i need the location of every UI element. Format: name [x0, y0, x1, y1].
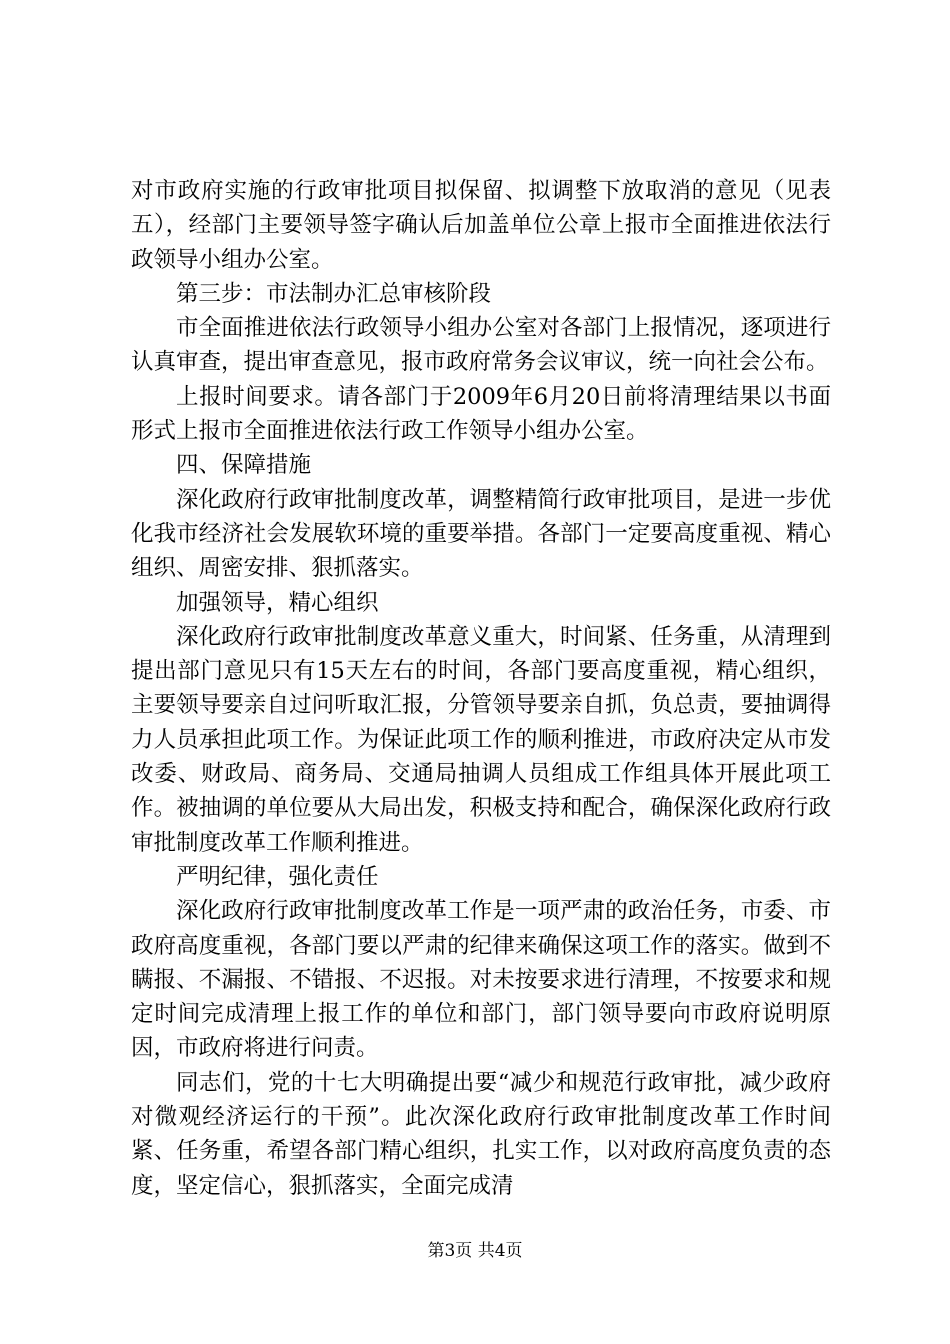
paragraph-10: 深化政府行政审批制度改革工作是一项严肃的政治任务，市委、市政府高度重视，各部门要以严肃的纪律来确保这项工作的落实。做到不瞒报、不漏报、不错报、不迟报。对未按要求进行清理，不按要求和规定时间完成清理上报工作的单位和部门，部门领导要向市政府说明原因，市政府将进行问责。: [131, 898, 831, 1062]
paragraph-4-deadline: 上报时间要求。请各部门于2009年6月20日前将清理结果以书面形式上报市全面推进依法行政工作领导小组办公室。: [131, 383, 831, 445]
paragraph-11-closing: 同志们，党的十七大明确提出要“减少和规范行政审批，减少政府对微观经济运行的干预”。此次深化政府行政审批制度改革工作时间紧、任务重，希望各部门精心组织，扎实工作，以对政府高度负责的态度，坚定信心，狠抓落实，全面完成清: [131, 1069, 831, 1199]
subheading-discipline: 严明纪律，强化责任: [176, 863, 379, 890]
paragraph-8: 深化政府行政审批制度改革意义重大，时间紧、任务重，从清理到提出部门意见只有15天左右的时间，各部门要高度重视，精心组织，主要领导要亲自过问听取汇报，分管领导要亲自抓，负总责，要抽调得力人员承担此项工作。为保证此项工作的顺利推进，市政府决定从市发改委、财政局、商务局、交通局抽调人员组成工作组具体开展此项工作。被抽调的单位要从大局出发，积极支持和配合，确保深化政府行政审批制度改革工作顺利推进。: [131, 623, 831, 856]
paragraph-6: 深化政府行政审批制度改革，调整精简行政审批项目，是进一步优化我市经济社会发展软环境的重要举措。各部门一定要高度重视、精心组织、周密安排、狠抓落实。: [131, 486, 831, 582]
section-heading-safeguards: 四、保障措施: [176, 452, 312, 479]
paragraph-3: 市全面推进依法行政领导小组办公室对各部门上报情况，逐项进行认真审查，提出审查意见，报市政府常务会议审议，统一向社会公布。: [131, 315, 831, 376]
page-number-footer: 第3页 共4页: [427, 1241, 523, 1261]
subheading-leadership: 加强领导，精心组织: [176, 589, 379, 616]
paragraph-1: 对市政府实施的行政审批项目拟保留、拟调整下放取消的意见（见表五），经部门主要领导签字确认后加盖单位公章上报市全面推进依法行政领导小组办公室。: [131, 178, 831, 273]
document-body: [131, 174, 831, 1203]
paragraph-2-step-three-heading: 第三步：市法制办汇总审核阶段: [176, 280, 492, 307]
